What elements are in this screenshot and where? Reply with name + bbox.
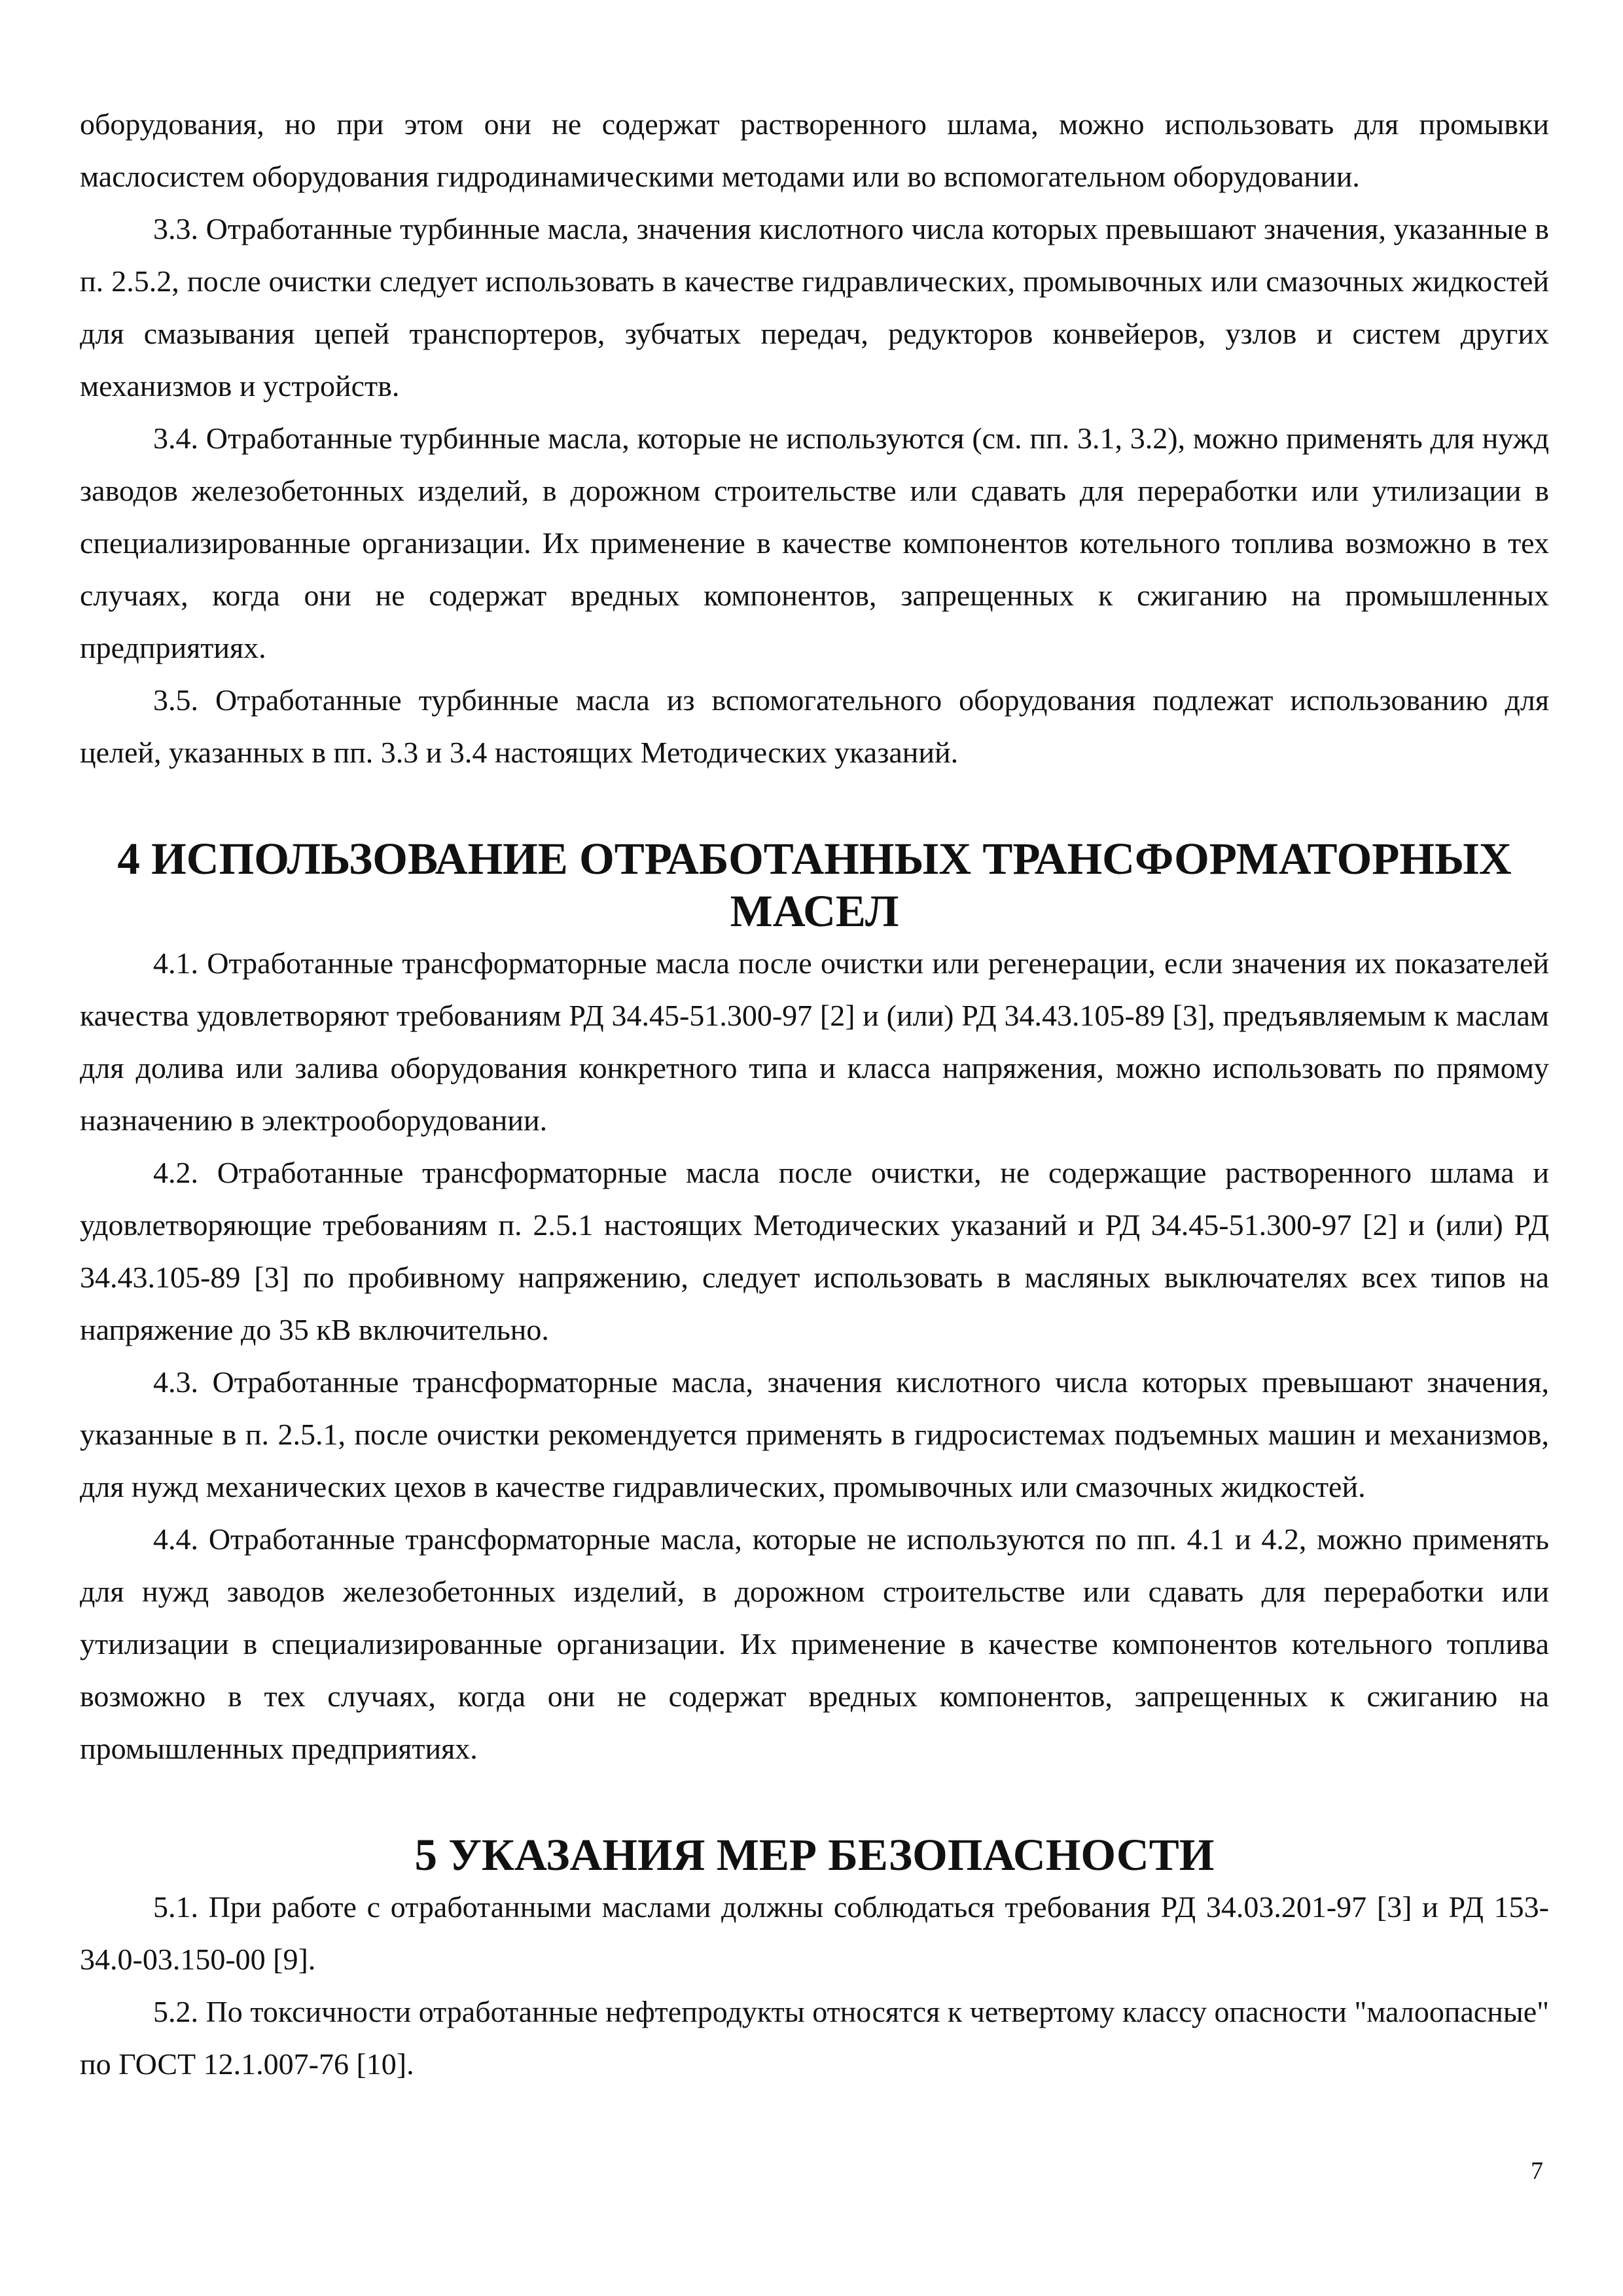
paragraph-3-4: 3.4. Отработанные турбинные масла, которые не используются (см. пп. 3.1, 3.2), можно применять для нужд заводов железобетонных изделий, в дорожном строительстве или сдавать для переработки или утилизации в специализированные организации. Их применение в качестве компонентов котельного топлива возможно в тех случаях, когда они не содержат вредных компонентов, запрещенных к сжиганию на промышленных предприятиях. — [80, 422, 1549, 664]
paragraph-4-3: 4.3. Отработанные трансформаторные масла, значения кислотного числа которых превышают значения, указанные в п. 2.5.1, после очистки рекомендуется применять в гидросистемах подъемных машин и механизмов, для нужд механических цехов в качестве гидравлических, промывочных или смазочных жидкостей. — [80, 1365, 1549, 1503]
section-4-heading: 4 ИСПОЛЬЗОВАНИЕ ОТРАБОТАННЫХ ТРАНСФОРМАТОРНЫХ МАСЕЛ — [117, 834, 1512, 936]
page-number: 7 — [1531, 2157, 1543, 2185]
paragraph-3-3: 3.3. Отработанные турбинные масла, значения кислотного числа которых превышают значения, указанные в п. 2.5.2, после очистки следует использовать в качестве гидравлических, промывочных или смазочных жидкостей для смазывания цепей транспортеров, зубчатых передач, редукторов конвейеров, узлов и систем других механизмов и устройств. — [80, 212, 1549, 403]
paragraph-5-1: 5.1. При работе с отработанными маслами должны соблюдаться требования РД 34.03.201-97 [3] и РД 153-34.0-03.150-00 [9]. — [80, 1890, 1549, 1976]
paragraph-4-2: 4.2. Отработанные трансформаторные масла после очистки, не содержащие растворенного шлама и удовлетворяющие требованиям п. 2.5.1 настоящих Методических указаний и РД 34.45-51.300-97 [2] и (или) РД 34.43.105-89 [3] по пробивному напряжению, следует использовать в масляных выключателях всех типов на напряжение до 35 кВ включительно. — [80, 1156, 1549, 1346]
section-5-heading: 5 УКАЗАНИЯ МЕР БЕЗОПАСНОСТИ — [414, 1830, 1215, 1880]
paragraph-continuation: оборудования, но при этом они не содержат растворенного шлама, можно использовать для промывки маслосистем оборудования гидродинамическими методами или во вспомогательном оборудовании. — [80, 107, 1549, 193]
paragraph-4-4: 4.4. Отработанные трансформаторные масла, которые не используются по пп. 4.1 и 4.2, можно применять для нужд заводов железобетонных изделий, в дорожном строительстве или сдавать для переработки или утилизации в специализированные организации. Их применение в качестве компонентов котельного топлива возможно в тех случаях, когда они не содержат вредных компонентов, запрещенных к сжиганию на промышленных предприятиях. — [80, 1522, 1549, 1765]
document-page — [80, 98, 1549, 2090]
paragraph-3-5: 3.5. Отработанные турбинные масла из вспомогательного оборудования подлежат использованию для целей, указанных в пп. 3.3 и 3.4 настоящих Методических указаний. — [80, 683, 1549, 769]
paragraph-4-1: 4.1. Отработанные трансформаторные масла после очистки или регенерации, если значения их показателей качества удовлетворяют требованиям РД 34.45-51.300-97 [2] и (или) РД 34.43.105-89 [3], предъявляемым к маслам для долива или залива оборудования конкретного типа и класса напряжения, можно использовать по прямому назначению в электрооборудовании. — [80, 946, 1549, 1137]
paragraph-5-2: 5.2. По токсичности отработанные нефтепродукты относятся к четвертому классу опасности "малоопасные" по ГОСТ 12.1.007-76 [10]. — [80, 1995, 1549, 2081]
